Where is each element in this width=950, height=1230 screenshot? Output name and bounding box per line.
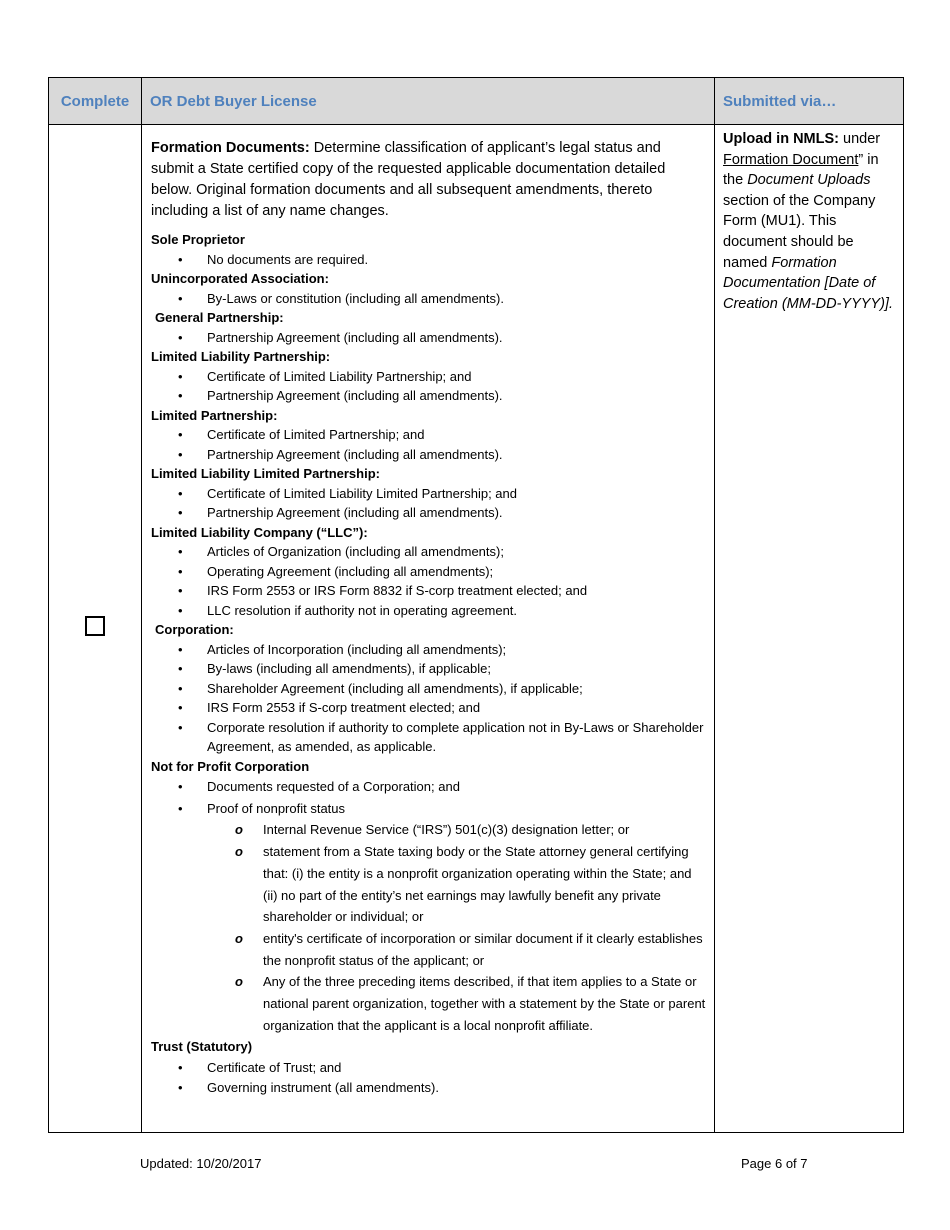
via-text-1: under: [839, 131, 881, 147]
section-limited-liability-limited-partnership: [151, 464, 706, 523]
submitted-via-cell: [715, 125, 904, 1133]
footer-updated: Updated: 10/20/2017: [140, 1156, 262, 1171]
requirements-table: [48, 77, 904, 1133]
list-item: • Certificate of Limited Partnership; and: [151, 425, 706, 445]
sub-list-item: o statement from a State taxing body or the State attorney general certifying that: (i) the entity is a nonprofit organization operating within the State; and (ii) no part of the entity’s net earnings may lawfully benefit any private shareholder or individual; or: [151, 841, 706, 928]
intro-paragraph: [151, 138, 706, 222]
section-trust: [151, 1036, 706, 1097]
table-row: [49, 125, 904, 1133]
list-item: • Articles of Incorporation (including all amendments);: [151, 640, 706, 660]
section-not-for-profit: [151, 757, 706, 1037]
list-item: • Shareholder Agreement (including all amendments), if applicable;: [151, 679, 706, 699]
sub-list-item: o entity's certificate of incorporation or similar document if it clearly establishes the nonprofit status of the applicant; or: [151, 928, 706, 971]
section-heading: Limited Partnership:: [151, 407, 278, 423]
section-heading: General Partnership:: [155, 310, 284, 325]
list-item: • By-laws (including all amendments), if applicable;: [151, 659, 706, 679]
header-license: OR Debt Buyer License: [142, 78, 715, 125]
sub-list-item: o Any of the three preceding items described, if that item applies to a State or national parent organization, together with a statement by the State or parent organization that the applicant is a local nonprofit affiliate.: [151, 971, 706, 1036]
via-label: Upload in NMLS:: [723, 131, 839, 147]
section-limited-partnership: [151, 406, 706, 465]
list-item: • Operating Agreement (including all amendments);: [151, 562, 706, 582]
list-item: • Partnership Agreement (including all amendments).: [151, 503, 706, 523]
list-item: • Certificate of Limited Liability Limited Partnership; and: [151, 484, 706, 504]
list-item: • Certificate of Limited Liability Partnership; and: [151, 367, 706, 387]
section-heading: Unincorporated Association:: [151, 271, 329, 286]
list-item: • Partnership Agreement (including all amendments).: [151, 328, 706, 348]
requirements-cell: [142, 125, 715, 1133]
via-document-name: Formation Documentation [Date of Creation (MM-DD-YYYY)].: [723, 254, 893, 312]
section-heading: Limited Liability Limited Partnership:: [151, 466, 380, 481]
via-text-3: section of the Company Form (MU1). This document should be named: [723, 192, 876, 271]
list-item: • IRS Form 2553 if S-corp treatment elected; and: [151, 698, 706, 718]
complete-checkbox[interactable]: [85, 616, 105, 636]
list-item: • Partnership Agreement (including all amendments).: [151, 445, 706, 465]
list-item: • By-Laws or constitution (including all amendments).: [151, 289, 706, 309]
section-heading: Corporation:: [155, 622, 234, 637]
table-header-row: [49, 78, 904, 125]
list-item: • Partnership Agreement (including all amendments).: [151, 386, 706, 406]
list-item: • Articles of Organization (including all amendments);: [151, 542, 706, 562]
section-heading: Trust (Statutory): [151, 1039, 253, 1055]
section-heading: Sole Proprietor: [151, 232, 245, 247]
via-document-uploads: Document Uploads: [747, 172, 871, 189]
complete-cell: [49, 125, 142, 1133]
section-general-partnership: [151, 308, 706, 347]
section-corporation: [151, 620, 706, 757]
via-text-2: ” in the: [723, 151, 879, 189]
list-item: • Certificate of Trust; and: [151, 1058, 706, 1078]
list-item: • LLC resolution if authority not in operating agreement.: [151, 601, 706, 621]
list-item: • Documents requested of a Corporation; and: [151, 776, 706, 798]
list-item: • Governing instrument (all amendments).: [151, 1078, 706, 1098]
section-limited-liability-partnership: [151, 347, 706, 406]
section-sole-proprietor: [151, 230, 706, 269]
list-item: • IRS Form 2553 or IRS Form 8832 if S-corp treatment elected; and: [151, 581, 706, 601]
list-item: • Corporate resolution if authority to complete application not in By-Laws or Shareholder Agreement, as amended, as applicable.: [151, 718, 706, 757]
section-llc: [151, 523, 706, 621]
intro-text: Determine classification of applicant’s legal status and submit a State certified copy of the requested applicable documentation detailed below. Original formation documents and all subsequent amendments, thereto including a list of any name changes.: [151, 140, 666, 219]
list-item: • No documents are required.: [151, 250, 706, 270]
header-complete: Complete: [49, 78, 142, 125]
section-heading: Limited Liability Partnership:: [151, 349, 331, 364]
section-unincorporated-association: [151, 269, 706, 308]
via-formation-document: Formation Document: [723, 151, 859, 168]
intro-label: Formation Documents:: [151, 140, 310, 156]
section-heading: Limited Liability Company (“LLC”):: [151, 524, 368, 540]
section-heading: Not for Profit Corporation: [151, 758, 310, 774]
list-item: • Proof of nonprofit status: [151, 798, 706, 820]
sub-list-item: o Internal Revenue Service (“IRS”) 501(c)(3) designation letter; or: [151, 819, 706, 841]
header-submitted-via: Submitted via…: [715, 78, 904, 125]
footer-page-number: Page 6 of 7: [741, 1156, 808, 1171]
